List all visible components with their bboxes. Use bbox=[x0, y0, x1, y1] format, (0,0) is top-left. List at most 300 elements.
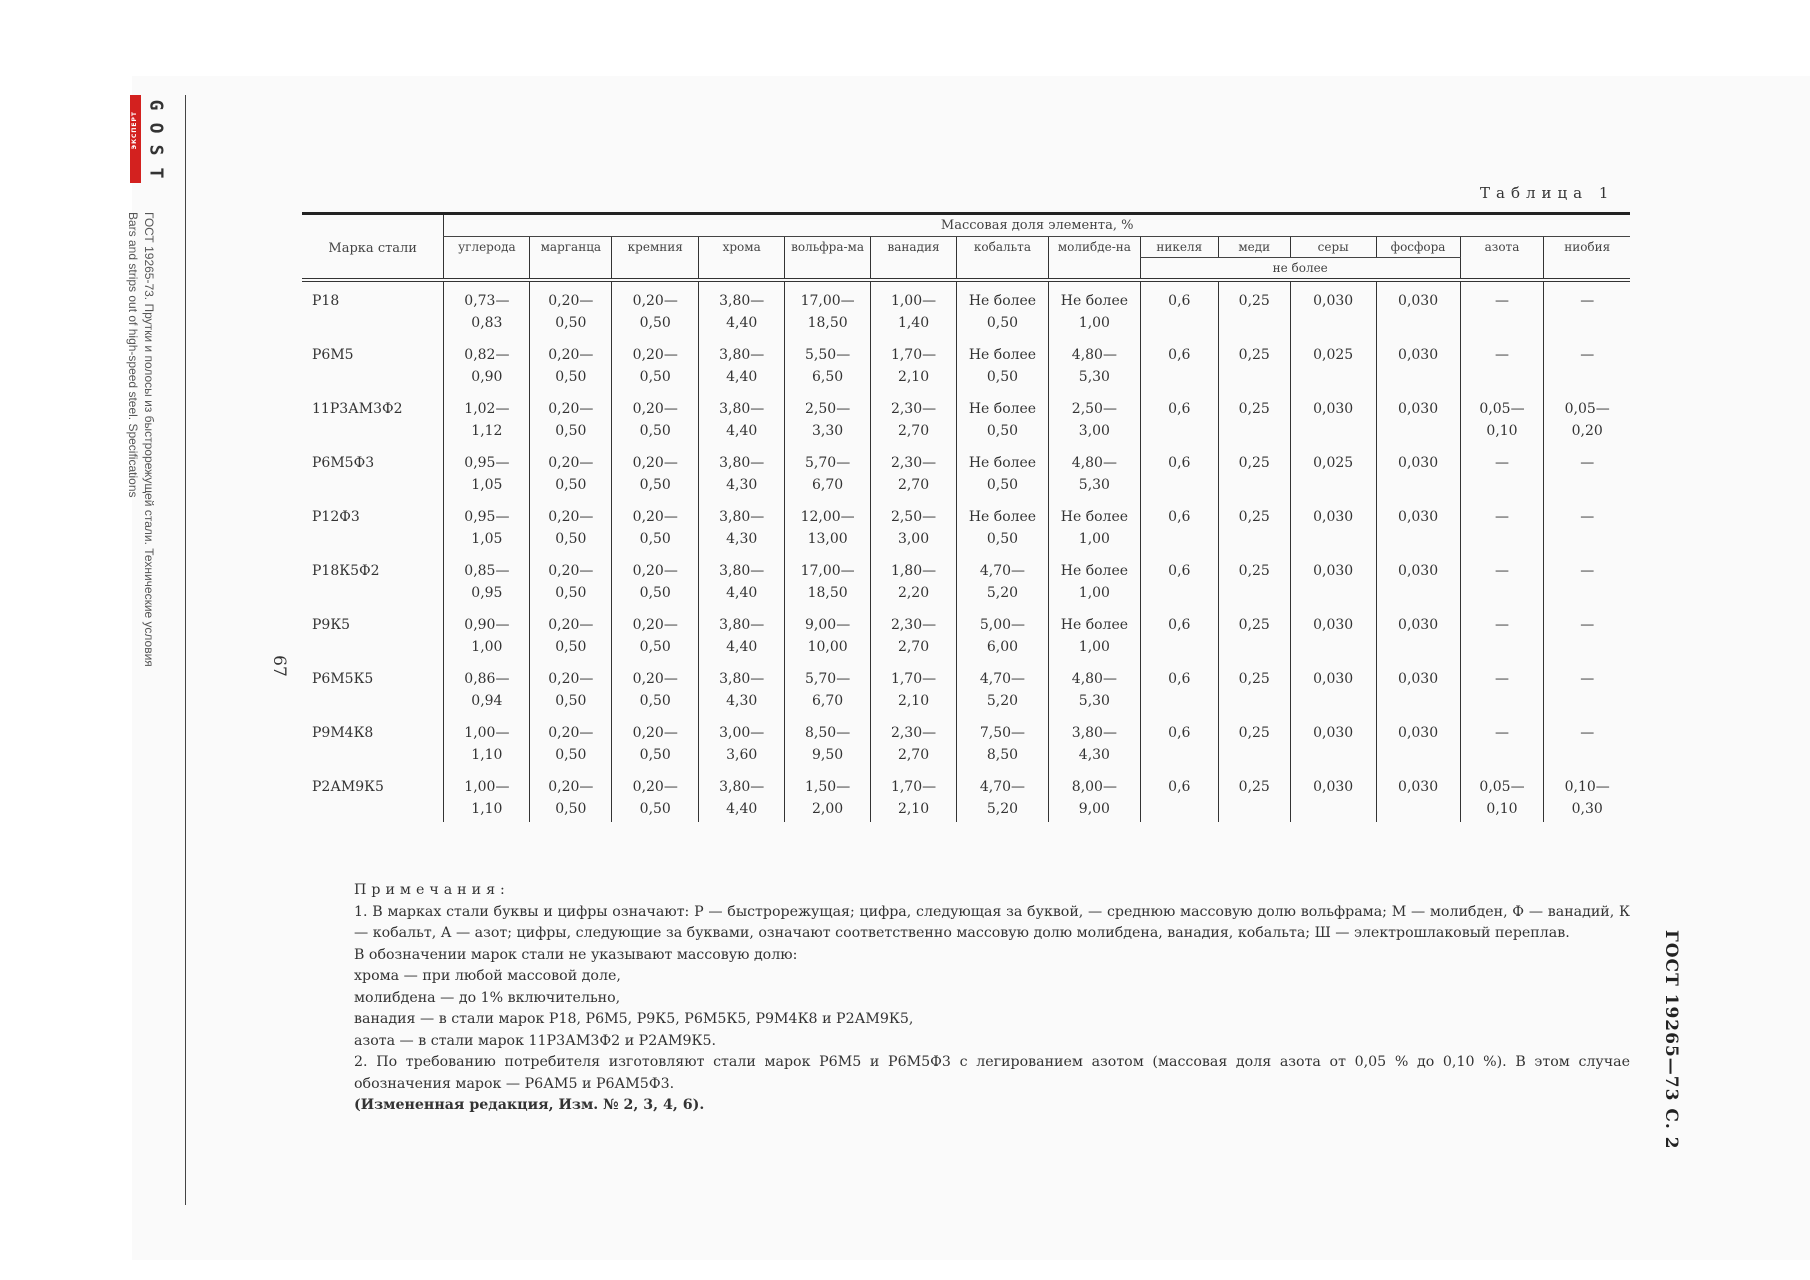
table-row bbox=[302, 444, 1630, 498]
table-cell bbox=[1048, 390, 1140, 444]
cell-line-2: 0,50 bbox=[555, 369, 587, 385]
cell-line-1: 0,025 bbox=[1313, 455, 1354, 471]
cell-line-1: 17,00— bbox=[800, 293, 855, 309]
table-cell bbox=[1290, 768, 1376, 822]
cell-line-2: 0,50 bbox=[639, 693, 671, 709]
cell-line-2: 4,30 bbox=[1078, 747, 1110, 763]
table-cell bbox=[1218, 390, 1290, 444]
cell-line-1: — bbox=[1494, 347, 1509, 363]
cell-line-2: 0,50 bbox=[555, 585, 587, 601]
cell-line-2: 2,20 bbox=[897, 585, 930, 601]
cell-line-2: 2,70 bbox=[897, 423, 930, 439]
cell-line-2: 13,00 bbox=[807, 531, 848, 547]
table-cell bbox=[1290, 552, 1376, 606]
cell-line-2: 0,50 bbox=[639, 639, 671, 655]
cell-line-1: 2,50— bbox=[805, 401, 851, 417]
steel-grade bbox=[302, 498, 444, 552]
table-cell bbox=[1048, 444, 1140, 498]
table-cell bbox=[785, 714, 871, 768]
cell-line-1: 0,20— bbox=[548, 401, 594, 417]
cell-line-2: 0,50 bbox=[639, 315, 671, 331]
cell-line-1: 0,030 bbox=[1398, 779, 1439, 795]
table-cell bbox=[1218, 714, 1290, 768]
table-cell bbox=[612, 336, 699, 390]
cell-line-1: 0,85— bbox=[464, 563, 510, 579]
table-cell bbox=[957, 390, 1049, 444]
cell-line-2: 1,00 bbox=[471, 639, 503, 655]
table-cell bbox=[1290, 498, 1376, 552]
note-1-item-vanadium: ванадия — в стали марок Р18, Р6М5, Р9К5, Р6М5К5, Р9М4К8 и Р2АМ9К5, bbox=[354, 1011, 914, 1027]
steel-grade bbox=[302, 444, 444, 498]
steel-grade-label: 11Р3АМ3Ф2 bbox=[312, 401, 403, 417]
table-cell bbox=[1376, 768, 1460, 822]
cell-line-2: 5,20 bbox=[986, 585, 1019, 601]
table-cell bbox=[871, 280, 957, 336]
header-col-phosphorus: фосфора bbox=[1376, 237, 1460, 258]
cell-line-1: 0,6 bbox=[1168, 401, 1191, 417]
table-row bbox=[302, 714, 1630, 768]
side-caption bbox=[126, 212, 160, 812]
table-cell bbox=[957, 444, 1049, 498]
table-cell bbox=[1544, 714, 1630, 768]
notes-heading: Примечания: bbox=[354, 882, 510, 898]
table-cell bbox=[1376, 280, 1460, 336]
cell-line-2: 4,40 bbox=[726, 639, 758, 655]
note-1-item-molybdenum: молибдена — до 1% включительно, bbox=[354, 989, 621, 1006]
cell-line-1: — bbox=[1580, 617, 1595, 633]
table-cell bbox=[1460, 444, 1544, 498]
table-cell bbox=[1218, 552, 1290, 606]
cell-line-2: 0,30 bbox=[1571, 801, 1603, 817]
steel-grade bbox=[302, 714, 444, 768]
table-cell bbox=[785, 606, 871, 660]
table-cell bbox=[699, 714, 785, 768]
table-cell bbox=[530, 444, 612, 498]
cell-line-2: 5,30 bbox=[1078, 369, 1110, 385]
cell-line-1: 1,70— bbox=[890, 347, 937, 363]
cell-line-1: 7,50— bbox=[979, 725, 1026, 741]
cell-line-2: 9,50 bbox=[812, 747, 844, 763]
gost-logo bbox=[130, 95, 166, 183]
cell-line-1: 0,73— bbox=[464, 293, 510, 309]
cell-line-2: 18,50 bbox=[807, 585, 848, 601]
cell-line-1: 0,6 bbox=[1168, 347, 1191, 363]
cell-line-2: 5,30 bbox=[1078, 693, 1110, 709]
table-cell bbox=[1218, 606, 1290, 660]
cell-line-2: 0,50 bbox=[555, 639, 587, 655]
cell-line-1: 0,25 bbox=[1238, 617, 1270, 633]
note-2: 2. По требованию потребителя изготовляют стали марок Р6М5 и Р6М5Ф3 с легированием азотом (массовая доля азота от 0,05 % до 0,10 %). В этом случае обозначения марок — Р6АМ5 и Р6АМ5Ф3. bbox=[354, 1054, 1630, 1092]
cell-line-1: 0,86— bbox=[464, 671, 510, 687]
table-cell bbox=[530, 498, 612, 552]
header-col-manganese: марганца bbox=[530, 237, 612, 281]
cell-line-2: 6,70 bbox=[812, 477, 844, 493]
cell-line-1: 0,030 bbox=[1398, 563, 1439, 579]
cell-line-1: 0,05— bbox=[1479, 401, 1525, 417]
cell-line-1: 0,25 bbox=[1238, 347, 1270, 363]
cell-line-1: — bbox=[1494, 725, 1509, 741]
steel-grade-label: Р6М5Ф3 bbox=[312, 455, 375, 471]
cell-line-1: 0,20— bbox=[548, 347, 594, 363]
cell-line-2: 5,20 bbox=[986, 693, 1019, 709]
table-cell bbox=[1544, 660, 1630, 714]
table-cell bbox=[1460, 606, 1544, 660]
table-cell bbox=[871, 606, 957, 660]
cell-line-2: 0,50 bbox=[555, 477, 587, 493]
cell-line-1: — bbox=[1494, 509, 1509, 525]
cell-line-1: 3,80— bbox=[719, 671, 765, 687]
cell-line-1: 3,80— bbox=[719, 455, 765, 471]
cell-line-1: 0,25 bbox=[1238, 563, 1270, 579]
table-cell bbox=[957, 768, 1049, 822]
table-cell bbox=[1218, 444, 1290, 498]
cell-line-1: 3,80— bbox=[719, 509, 765, 525]
cell-line-2: 1,10 bbox=[471, 801, 503, 817]
table-cell bbox=[1048, 336, 1140, 390]
cell-line-2: 0,83 bbox=[471, 315, 503, 331]
cell-line-2: 2,70 bbox=[897, 747, 930, 763]
cell-line-2: 0,50 bbox=[639, 531, 671, 547]
steel-grade-label: Р18 bbox=[312, 293, 340, 309]
logo-letters: G O S T bbox=[145, 99, 166, 179]
header-col-chromium: хрома bbox=[699, 237, 785, 281]
cell-line-1: 0,030 bbox=[1313, 563, 1354, 579]
cell-line-1: 0,025 bbox=[1313, 347, 1354, 363]
cell-line-1: 0,6 bbox=[1168, 293, 1191, 309]
table-cell bbox=[1460, 552, 1544, 606]
cell-line-1: 3,80— bbox=[1071, 725, 1117, 741]
table-cell bbox=[1544, 768, 1630, 822]
cell-line-2: 4,30 bbox=[726, 531, 758, 547]
cell-line-2: 1,00 bbox=[1078, 315, 1110, 331]
cell-line-1: 8,00— bbox=[1071, 779, 1117, 795]
cell-line-1: Не более bbox=[968, 347, 1037, 363]
table-cell bbox=[699, 498, 785, 552]
table-cell bbox=[1376, 336, 1460, 390]
cell-line-1: 0,20— bbox=[548, 671, 594, 687]
cell-line-1: 3,80— bbox=[719, 617, 765, 633]
cell-line-2: 1,10 bbox=[471, 747, 503, 763]
cell-line-1: 1,70— bbox=[890, 779, 937, 795]
document-title: ГОСТ 19265—73 С. 2 bbox=[1661, 930, 1681, 1150]
cell-line-1: — bbox=[1494, 455, 1509, 471]
table-cell bbox=[871, 768, 957, 822]
header-col-silicon: кремния bbox=[612, 237, 699, 281]
cell-line-2: 0,95 bbox=[471, 585, 503, 601]
cell-line-1: 0,6 bbox=[1168, 671, 1191, 687]
cell-line-2: 0,50 bbox=[555, 531, 587, 547]
cell-line-1: 3,00— bbox=[719, 725, 765, 741]
table-row bbox=[302, 498, 1630, 552]
table-cell bbox=[1544, 606, 1630, 660]
cell-line-1: Не более bbox=[1060, 563, 1129, 579]
steel-grade-label: Р6М5К5 bbox=[312, 671, 374, 687]
cell-line-1: 2,30— bbox=[890, 455, 937, 471]
cell-line-1: 0,20— bbox=[632, 401, 678, 417]
cell-line-1: 12,00— bbox=[800, 509, 855, 525]
table-cell bbox=[1048, 552, 1140, 606]
table-cell bbox=[1048, 768, 1140, 822]
table-cell bbox=[1048, 280, 1140, 336]
header-col-vanadium: ванадия bbox=[871, 237, 957, 281]
cell-line-1: 1,00— bbox=[464, 725, 510, 741]
cell-line-1: 0,82— bbox=[464, 347, 510, 363]
steel-grade bbox=[302, 390, 444, 444]
cell-line-1: 1,02— bbox=[464, 401, 510, 417]
cell-line-1: — bbox=[1580, 563, 1595, 579]
table-cell bbox=[530, 280, 612, 336]
table-cell bbox=[1290, 390, 1376, 444]
cell-line-2: 3,30 bbox=[812, 423, 844, 439]
page-number: 67 bbox=[268, 655, 289, 677]
cell-line-2: 0,50 bbox=[639, 477, 671, 493]
table-cell bbox=[871, 444, 957, 498]
table-cell bbox=[1460, 660, 1544, 714]
cell-line-1: 0,90— bbox=[464, 617, 510, 633]
side-caption-ru: ГОСТ 19265-73. Прутки и полосы из быстрорежущей стали. Технические условия bbox=[142, 212, 156, 667]
cell-line-1: 2,30— bbox=[890, 617, 937, 633]
table-cell bbox=[1140, 280, 1218, 336]
table-cell bbox=[957, 280, 1049, 336]
cell-line-1: 0,25 bbox=[1238, 401, 1270, 417]
cell-line-1: 0,030 bbox=[1313, 725, 1354, 741]
cell-line-1: Не более bbox=[1060, 509, 1129, 525]
cell-line-1: 3,80— bbox=[719, 401, 765, 417]
cell-line-1: 0,20— bbox=[548, 725, 594, 741]
table-cell bbox=[1376, 444, 1460, 498]
table-cell bbox=[1140, 606, 1218, 660]
cell-line-1: 5,00— bbox=[979, 617, 1026, 633]
cell-line-2: 1,05 bbox=[471, 531, 503, 547]
composition-table bbox=[302, 212, 1630, 822]
table-cell bbox=[957, 714, 1049, 768]
cell-line-2: 0,50 bbox=[986, 315, 1019, 331]
table-cell bbox=[612, 660, 699, 714]
cell-line-1: 0,030 bbox=[1313, 401, 1354, 417]
cell-line-1: — bbox=[1494, 617, 1509, 633]
cell-line-2: 4,40 bbox=[726, 801, 758, 817]
table-cell bbox=[699, 390, 785, 444]
table-cell bbox=[871, 390, 957, 444]
table-cell bbox=[1544, 552, 1630, 606]
cell-line-1: 0,030 bbox=[1398, 509, 1439, 525]
cell-line-2: 1,00 bbox=[1078, 639, 1110, 655]
cell-line-2: 3,00 bbox=[1078, 423, 1110, 439]
cell-line-2: 0,90 bbox=[471, 369, 503, 385]
table-cell bbox=[957, 606, 1049, 660]
cell-line-1: 0,6 bbox=[1168, 509, 1191, 525]
table-cell bbox=[1290, 660, 1376, 714]
cell-line-1: Не более bbox=[968, 401, 1037, 417]
cell-line-2: 1,12 bbox=[471, 423, 503, 439]
table-cell bbox=[444, 660, 530, 714]
note-1-item-chromium: хрома — при любой массовой доле, bbox=[354, 968, 621, 984]
cell-line-1: 4,70— bbox=[979, 779, 1026, 795]
table-cell bbox=[871, 714, 957, 768]
cell-line-2: 1,00 bbox=[1078, 585, 1110, 601]
table-cell bbox=[1544, 336, 1630, 390]
cell-line-1: 3,80— bbox=[719, 293, 765, 309]
cell-line-1: 0,20— bbox=[632, 509, 678, 525]
table-cell bbox=[1460, 498, 1544, 552]
cell-line-2: 4,40 bbox=[726, 315, 758, 331]
table-cell bbox=[1140, 714, 1218, 768]
cell-line-1: 2,30— bbox=[890, 401, 937, 417]
margin-rule bbox=[185, 95, 186, 1205]
table-cell bbox=[699, 606, 785, 660]
cell-line-1: 0,20— bbox=[632, 563, 678, 579]
cell-line-1: — bbox=[1580, 347, 1595, 363]
cell-line-2: 2,10 bbox=[897, 801, 930, 817]
table-cell bbox=[1290, 336, 1376, 390]
header-col-niobium: ниобия bbox=[1544, 237, 1630, 281]
table-cell bbox=[1376, 714, 1460, 768]
table-cell bbox=[699, 552, 785, 606]
cell-line-1: 3,80— bbox=[719, 563, 765, 579]
table-row bbox=[302, 390, 1630, 444]
table-cell bbox=[785, 390, 871, 444]
cell-line-1: 0,030 bbox=[1398, 347, 1439, 363]
cell-line-2: 3,60 bbox=[726, 747, 758, 763]
cell-line-1: — bbox=[1494, 293, 1509, 309]
steel-grade-label: Р18К5Ф2 bbox=[312, 563, 380, 579]
table-cell bbox=[530, 660, 612, 714]
table-cell bbox=[1290, 444, 1376, 498]
table-cell bbox=[1460, 714, 1544, 768]
cell-line-1: 0,6 bbox=[1168, 455, 1191, 471]
cell-line-2: 1,05 bbox=[471, 477, 503, 493]
table-cell bbox=[1290, 714, 1376, 768]
table-cell bbox=[1140, 660, 1218, 714]
cell-line-1: 2,30— bbox=[890, 725, 937, 741]
cell-line-1: 0,25 bbox=[1238, 455, 1270, 471]
cell-line-1: 0,030 bbox=[1398, 671, 1439, 687]
cell-line-1: 3,80— bbox=[719, 779, 765, 795]
cell-line-2: 0,50 bbox=[639, 369, 671, 385]
cell-line-2: 5,20 bbox=[986, 801, 1019, 817]
table-cell bbox=[1376, 498, 1460, 552]
cell-line-2: 6,50 bbox=[812, 369, 844, 385]
header-col-tungsten: вольфра-ма bbox=[785, 237, 871, 281]
table-cell bbox=[1218, 336, 1290, 390]
cell-line-1: Не более bbox=[968, 455, 1037, 471]
table-cell bbox=[871, 336, 957, 390]
table-cell bbox=[1544, 444, 1630, 498]
steel-grade bbox=[302, 606, 444, 660]
cell-line-1: 0,030 bbox=[1398, 725, 1439, 741]
logo-strip: ЭКСПЕРТ bbox=[130, 95, 141, 183]
cell-line-2: 2,00 bbox=[812, 801, 844, 817]
cell-line-1: 0,25 bbox=[1238, 779, 1270, 795]
cell-line-2: 5,30 bbox=[1078, 477, 1110, 493]
table-cell bbox=[530, 714, 612, 768]
cell-line-1: 0,20— bbox=[548, 779, 594, 795]
cell-line-1: 0,25 bbox=[1238, 671, 1270, 687]
table-cell bbox=[871, 660, 957, 714]
table-row bbox=[302, 280, 1630, 336]
table-cell bbox=[444, 714, 530, 768]
cell-line-2: 3,00 bbox=[897, 531, 930, 547]
table-row bbox=[302, 336, 1630, 390]
cell-line-1: 0,20— bbox=[548, 563, 594, 579]
cell-line-2: 4,40 bbox=[726, 585, 758, 601]
cell-line-1: — bbox=[1494, 563, 1509, 579]
table-cell bbox=[957, 336, 1049, 390]
cell-line-1: — bbox=[1580, 725, 1595, 741]
cell-line-1: 1,00— bbox=[890, 293, 937, 309]
table-cell bbox=[785, 280, 871, 336]
table-cell bbox=[444, 498, 530, 552]
note-1-sub: В обозначении марок стали не указывают массовую долю: bbox=[354, 946, 798, 963]
cell-line-2: 0,50 bbox=[639, 801, 671, 817]
table-cell bbox=[1376, 390, 1460, 444]
table-cell bbox=[871, 552, 957, 606]
cell-line-2: 2,70 bbox=[897, 477, 930, 493]
table-cell bbox=[1140, 444, 1218, 498]
table-caption: Таблица 1 bbox=[1480, 184, 1615, 202]
cell-line-1: 0,6 bbox=[1168, 617, 1191, 633]
cell-line-1: 0,25 bbox=[1238, 293, 1270, 309]
table-cell bbox=[530, 336, 612, 390]
cell-line-2: 4,40 bbox=[726, 369, 758, 385]
cell-line-1: — bbox=[1494, 671, 1509, 687]
table-cell bbox=[444, 444, 530, 498]
steel-grade-label: Р9К5 bbox=[312, 617, 351, 633]
cell-line-1: 0,030 bbox=[1398, 617, 1439, 633]
header-col-molybdenum: молибде-на bbox=[1048, 237, 1140, 281]
table-cell bbox=[612, 552, 699, 606]
table-row bbox=[302, 606, 1630, 660]
cell-line-1: — bbox=[1580, 293, 1595, 309]
table-cell bbox=[1140, 390, 1218, 444]
table-cell bbox=[444, 336, 530, 390]
cell-line-1: 1,00— bbox=[464, 779, 510, 795]
cell-line-1: 8,50— bbox=[805, 725, 851, 741]
cell-line-2: 2,70 bbox=[897, 639, 930, 655]
cell-line-2: 6,70 bbox=[812, 693, 844, 709]
cell-line-1: 1,70— bbox=[890, 671, 937, 687]
table-cell bbox=[1376, 552, 1460, 606]
cell-line-1: 0,6 bbox=[1168, 725, 1191, 741]
table-cell bbox=[957, 498, 1049, 552]
steel-grade bbox=[302, 280, 444, 336]
cell-line-2: 10,00 bbox=[807, 639, 848, 655]
cell-line-1: 0,030 bbox=[1398, 401, 1439, 417]
note-1: 1. В марках стали буквы и цифры означают: Р — быстрорежущая; цифра, следующая за буквой, — среднюю массовую долю вольфрама; М — молибден, Ф — ванадий, К — кобальт, А — азот; цифры, следующие за буквами, означают соответственно массовую долю молибдена, ванадия, кобальта; Ш — электрошлаковый переплав. bbox=[354, 903, 1630, 941]
table-cell bbox=[699, 660, 785, 714]
cell-line-2: 4,30 bbox=[726, 693, 758, 709]
cell-line-2: 1,00 bbox=[1078, 531, 1110, 547]
table-cell bbox=[1218, 280, 1290, 336]
header-col-carbon: углерода bbox=[444, 237, 530, 281]
cell-line-1: 0,05— bbox=[1564, 401, 1610, 417]
table-cell bbox=[785, 336, 871, 390]
table-cell bbox=[871, 498, 957, 552]
table-row bbox=[302, 660, 1630, 714]
table-cell bbox=[1460, 390, 1544, 444]
table-cell bbox=[530, 606, 612, 660]
cell-line-2: 0,50 bbox=[986, 477, 1019, 493]
cell-line-1: 0,030 bbox=[1313, 509, 1354, 525]
table-cell bbox=[1376, 606, 1460, 660]
cell-line-2: 0,50 bbox=[639, 423, 671, 439]
steel-grade-label: Р2АМ9К5 bbox=[312, 779, 384, 795]
cell-line-1: 0,20— bbox=[632, 725, 678, 741]
table-cell bbox=[1140, 498, 1218, 552]
cell-line-1: 0,20— bbox=[632, 293, 678, 309]
cell-line-1: 0,6 bbox=[1168, 563, 1191, 579]
cell-line-2: 0,10 bbox=[1486, 423, 1518, 439]
